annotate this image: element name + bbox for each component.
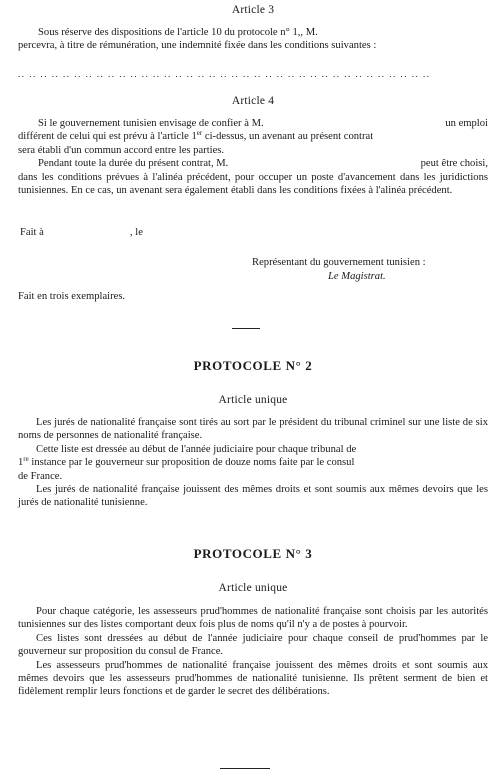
- magistrat-label: [328, 270, 488, 283]
- article-4-p2-line-1-end: peut être choisi,: [420, 158, 488, 170]
- signature-place-date: [18, 226, 488, 239]
- protocole-2-p3: Les jurés de nationalité française jouissent des mêmes droits et sont soumis aux mêmes devoirs que les jurés de nationalité tunisienne.: [18, 484, 488, 509]
- article-4-title: Article 4: [231, 95, 275, 107]
- divider-2: [220, 768, 270, 769]
- protocole-2-p2-line-1: Cette liste est dressée au début de l'année judiciaire pour chaque tribunal de: [36, 443, 357, 455]
- article-4-p1-line-3: sera établi d'un commun accord entre les parties.: [18, 144, 225, 156]
- article-4-p1-line-1: [18, 117, 488, 130]
- protocole-2-text: [18, 416, 488, 510]
- article-4-sup: er: [196, 129, 203, 138]
- protocole-2-p1: Les jurés de nationalité française sont tirés au sort par le président du tribunal criminel sur une liste de six noms de personnes de nationalité française.: [18, 417, 488, 442]
- protocole-3-p2: Ces listes sont dressées au début de l'année judiciaire pour chaque conseil de prud'hommes par le gouverneur sur proposition du consul de France.: [18, 632, 488, 658]
- protocole-2-p2-line-2-rest: instance par le gouverneur sur proposition de douze noms faite par le consul: [28, 457, 355, 469]
- article-4-p2-rest: dans les conditions prévues à l'alinéa précédent, pour occuper un poste d'avancement dans les juridictions tunisiennes. En ce cas, un avenant sera également établi dans les conditions fixées à l'alinéa précédent.: [18, 171, 488, 197]
- protocole-2-p2-line-2: [18, 456, 488, 469]
- article-3-dotted-line: .. .. .. .. .. .. .. .. .. .. .. .. .. .. .. .. .. .. .. .. .. .. .. .. .. .. .. .. .. .. .. .. .. .. .. .. ..: [18, 69, 431, 79]
- article-3-text: [18, 26, 488, 53]
- protocole-2-subtitle: Article unique: [218, 394, 288, 406]
- article-4-p2-line-1-start: Pendant toute la durée du présent contrat, M.: [38, 158, 229, 170]
- article-4-p1-line-1-end: un emploi: [445, 118, 488, 129]
- article-4-text: [18, 117, 488, 197]
- divider-1: [232, 328, 260, 329]
- exemplaires-label: Fait en trois exemplaires.: [18, 291, 126, 302]
- protocole-2-title: PROTOCOLE N° 2: [193, 358, 313, 373]
- magistrat-text: Le Magistrat.: [328, 271, 386, 282]
- protocole-3-subtitle: Article unique: [218, 582, 288, 594]
- article-3-title: Article 3: [231, 4, 275, 16]
- article-4-p1-line-1-start: Si le gouvernement tunisien envisage de confier à M.: [38, 118, 264, 129]
- article-4-p1-line-2: [18, 130, 488, 143]
- protocole-3-p1: Pour chaque catégorie, les assesseurs prud'hommes de nationalité française sont choisis par les autorités tunisiennes sur des listes comportant deux fois plus de noms qu'il n'y a de postes à pourvoir.: [18, 606, 488, 631]
- protocole-2-p2-line-3: de France.: [18, 470, 63, 482]
- protocole-2-p2-num: 1: [18, 457, 24, 469]
- representant-label: Représentant du gouvernement tunisien :: [252, 257, 426, 268]
- article-4-p1-line-2-end: ci-dessus, un avenant au présent contrat: [202, 131, 374, 143]
- protocole-3-title: PROTOCOLE N° 3: [193, 546, 313, 561]
- le-label: , le: [130, 227, 143, 238]
- protocole-2-sup: re: [23, 455, 29, 464]
- protocole-3-text: [18, 605, 488, 699]
- article-3-line-2: percevra, à titre de rémunération, une indemnité fixée dans les conditions suivantes :: [18, 40, 377, 52]
- fait-a-label: Fait à: [20, 227, 44, 238]
- protocole-3-p3: Les assesseurs prud'hommes de nationalité française jouissent des mêmes droits et sont soumis aux mêmes devoirs que les assesseurs prud'hommes de nationalité tunisienne. Ils prêtent serment de bien et fidèlement remplir leurs fonctions et de garder le secret des délibérations.: [18, 659, 488, 698]
- article-4-p1-line-2-start: différent de celui qui est prévu à l'article 1: [18, 131, 197, 143]
- article-3-line-1: Sous réserve des dispositions de l'article 10 du protocole n° 1,, M.: [38, 27, 318, 38]
- article-4-p2-line-1: [18, 157, 488, 170]
